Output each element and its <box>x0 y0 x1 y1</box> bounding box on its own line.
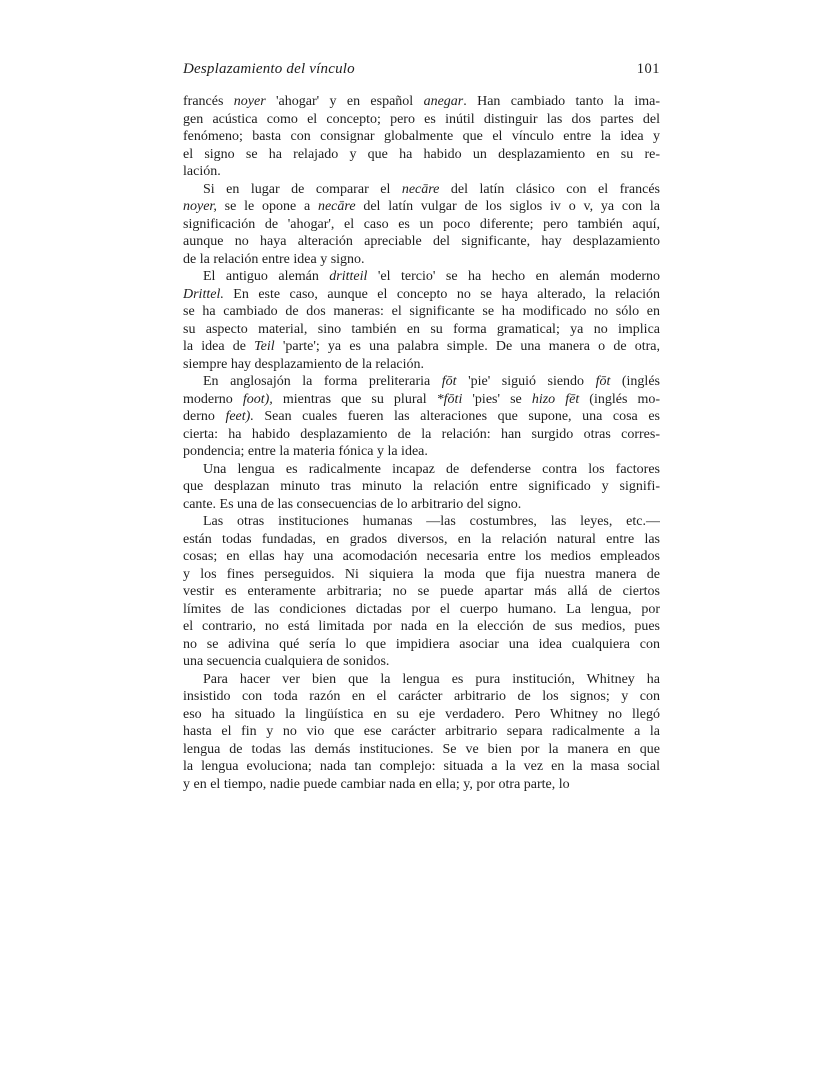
paragraph <box>183 93 660 181</box>
text-line: eso ha situado la lingüística en su eje verdadero. Pero Whitney no llegó <box>183 706 660 722</box>
text-line: moderno foot), mientras que su plural *fōti 'pies' se hizo fēt (inglés mo- <box>183 391 660 407</box>
text-line: gen acústica como el concepto; pero es inútil distinguir las dos partes del <box>183 111 660 127</box>
paragraph <box>183 513 660 671</box>
text-line: Para hacer ver bien que la lengua es pura institución, Whitney ha <box>203 671 660 687</box>
text-line: de la relación entre idea y signo. <box>183 251 365 267</box>
chapter-title: Desplazamiento del vínculo <box>183 61 355 77</box>
italic-term: anegar <box>423 94 464 109</box>
italic-term: dritteil <box>329 269 368 284</box>
italic-term: foot), <box>242 391 273 407</box>
text-line: y en el tiempo, nadie puede cambiar nada en ella; y, por otra parte, lo <box>183 776 570 792</box>
text-line: límites de las condiciones dictadas por el cuerpo humano. La lengua, por <box>183 601 660 617</box>
text-line: noyer, se le opone a necāre del latín vulgar de los siglos iv o v, ya con la <box>183 199 660 214</box>
italic-term: feet). <box>225 409 254 424</box>
italic-term: noyer <box>233 94 266 109</box>
text-line: y los fines perseguidos. Ni siquiera la moda que fija nuestra manera de <box>183 566 660 582</box>
text-line: fenómeno; basta con consignar globalmente que el vínculo entre la idea y <box>183 129 660 144</box>
italic-term: Teil <box>254 339 275 354</box>
text-line: que desplazan minuto tras minuto la relación entre significado y signifi- <box>183 479 660 494</box>
text-line: derno feet). Sean cuales fueren las alteraciones que supone, una cosa es <box>183 409 660 424</box>
text-line: cierta: ha habido desplazamiento de la relación: han surgido otras corres- <box>183 426 660 442</box>
text-line: hasta el fin y no vio que ese carácter arbitrario separa radicalmente a la <box>183 724 660 739</box>
text-line: Las otras instituciones humanas —las costumbres, las leyes, etc.— <box>203 514 660 529</box>
text-line: cosas; en ellas hay una acomodación necesaria entre los medios empleados <box>183 549 660 564</box>
text-line: francés noyer 'ahogar' y en español anegar. Han cambiado tanto la ima- <box>183 94 660 109</box>
text-line: cante. Es una de las consecuencias de lo arbitrario del signo. <box>183 496 522 512</box>
text-line: Si en lugar de comparar el necāre del latín clásico con el francés <box>203 181 660 197</box>
paragraph <box>183 461 660 514</box>
text-line: significación de 'ahogar', el caso es un poco diferente; pero también aquí, <box>183 216 660 232</box>
text-line: lengua de todas las demás instituciones. Se ve bien por la manera en que <box>183 741 660 757</box>
text-line: aunque no haya alteración apreciable del significante, hay desplazamiento <box>183 234 660 249</box>
text-line: Una lengua es radicalmente incapaz de defenderse contra los factores <box>203 461 660 477</box>
text-line: se ha cambiado de dos maneras: el significante se ha modificado no sólo en <box>183 304 660 319</box>
italic-term: Drittel. <box>183 286 224 302</box>
text-line: su aspecto material, sino también en su forma gramatical; ya no implica <box>183 321 660 337</box>
text-block <box>183 60 660 793</box>
paragraph <box>183 181 660 269</box>
text-line: En anglosajón la forma preliteraria fōt 'pie' siguió siendo fōt (inglés <box>203 374 660 389</box>
text-line: la lengua evoluciona; nada tan complejo: situada a la vez en la masa social <box>183 759 660 774</box>
italic-term: fōt <box>595 374 611 389</box>
text-line: la idea de Teil 'parte'; ya es una palabra simple. De una manera o de otra, <box>183 339 660 354</box>
italic-term: necāre <box>401 181 440 197</box>
body-text <box>183 93 660 793</box>
paragraph <box>183 268 660 373</box>
italic-term: fōt <box>441 374 457 389</box>
text-line: pondencia; entre la materia fónica y la idea. <box>183 444 428 459</box>
page-number: 101 <box>636 61 660 77</box>
text-line: una secuencia cualquiera de sonidos. <box>183 654 390 669</box>
text-line: Drittel. En este caso, aunque el concepto no se haya alterado, la relación <box>183 286 660 302</box>
text-line: vestir es enteramente arbitraria; no se puede apartar más allá de ciertos <box>183 584 660 599</box>
italic-term: necāre <box>317 199 356 214</box>
italic-term: *fōti <box>436 391 463 407</box>
text-line: el contrario, no está limitada por nada en la elección de sus medios, pues <box>183 619 660 634</box>
paragraph <box>183 373 660 461</box>
text-line: están todas fundadas, en grados diversos, en la relación natural entre las <box>183 531 660 547</box>
text-line: siempre hay desplazamiento de la relación. <box>183 356 425 372</box>
text-line: no se adivina qué sería lo que impidiera asociar una idea cualquiera con <box>183 636 660 652</box>
running-header <box>183 60 660 78</box>
text-line: insistido con toda razón en el carácter arbitrario de los signos; y con <box>183 689 660 704</box>
italic-term: hizo fēt <box>531 391 580 407</box>
text-line: el signo se ha relajado y que ha habido un desplazamiento en su re- <box>183 146 660 162</box>
text-line: El antiguo alemán dritteil 'el tercio' se ha hecho en alemán moderno <box>203 269 660 284</box>
text-line: lación. <box>183 164 221 179</box>
italic-term: noyer, <box>183 199 217 214</box>
paragraph <box>183 671 660 794</box>
